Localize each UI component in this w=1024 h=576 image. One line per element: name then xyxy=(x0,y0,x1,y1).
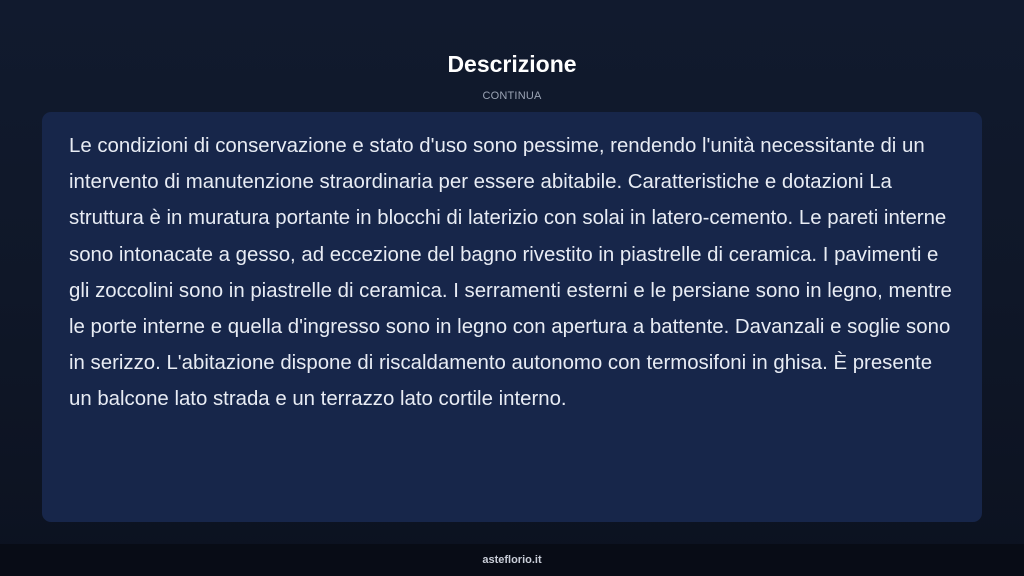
description-text: Le condizioni di conservazione e stato d'uso sono pessime, rendendo l'unità necessitante di un intervento di manutenzione straordinaria per essere abitabile. Caratteristiche e dotazioni La struttura è in muratura portante in blocchi di laterizio con solai in latero-cemento. Le pareti interne sono intonacate a gesso, ad eccezione del bagno rivestito in piastrelle di ceramica. I pavimenti e gli zoccolini sono in piastrelle di ceramica. I serramenti esterni e le persiane sono in legno, mentre le porte interne e quella d'ingresso sono in legno con apertura a battente. Davanzali e soglie sono in serizzo. L'abitazione dispone di riscaldamento autonomo con termosifoni in ghisa. È presente un balcone lato strada e un terrazzo lato cortile interno. xyxy=(69,135,952,411)
footer-site-name: asteflorio.it xyxy=(482,554,542,566)
page-subtitle: CONTINUA xyxy=(482,90,542,102)
footer xyxy=(0,544,1024,576)
page-title: Descrizione xyxy=(447,51,577,77)
description-card xyxy=(42,112,982,522)
